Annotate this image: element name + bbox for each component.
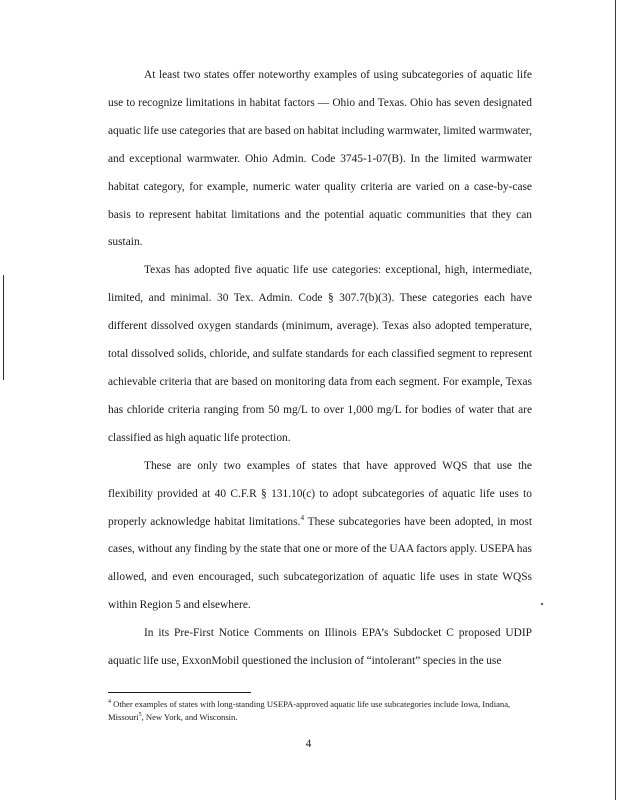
footnote-divider	[108, 692, 251, 693]
paragraph-subcategories	[108, 453, 532, 620]
scan-page-border	[615, 0, 616, 800]
scan-speck	[541, 603, 543, 605]
paragraph-subcategories-text-a: These are only two examples of states that have approved WQS that use the flexibility provided at 40 C.F.R § 131.10(c) to adopt subcategories of aquatic life uses to properly acknowledge habitat limitations.	[108, 459, 532, 528]
body-text	[108, 62, 532, 676]
paragraph-texas-categories: Texas has adopted five aquatic life use categories: exceptional, high, intermediate, limited, and minimal. 30 Tex. Admin. Code § 307.7(b)(3). These categories each have different dissolved oxygen standards (minimum, average). Texas also adopted temperature, total dissolved solids, chloride, and sulfate standards for each classified segment to represent achievable criteria that are based on monitoring data from each segment. For example, Texas has chloride criteria ranging from 50 mg/L to over 1,000 mg/L for bodies of water that are classified as high aquatic life protection.	[108, 264, 532, 444]
page-number: 4	[305, 738, 312, 750]
footnote-marker: 4	[108, 699, 111, 706]
footnote-text-b: , New York, and Wisconsin.	[141, 712, 238, 722]
paragraph-exxonmobil: In its Pre-First Notice Comments on Illinois EPA’s Subdocket C proposed UDIP aquatic life use, ExxonMobil questioned the inclusion of “intolerant” species in the use	[108, 627, 532, 668]
scan-edge-mark	[3, 275, 4, 380]
footnote-text-a: Other examples of states with long-standing USEPA-approved aquatic life use subcategories include Iowa, Indiana, Missouri	[108, 699, 511, 722]
footnote-reference: 4	[300, 512, 305, 522]
footnote-inner-reference: 5	[138, 712, 142, 719]
paragraph-subcategories-text-b: These subcategories have been adopted, in most cases, without any finding by the state that one or more of the UAA factors apply. USEPA has allowed, and even encouraged, such subcategorization of aquatic life uses in state WQSs within Region 5 and elsewhere.	[108, 515, 532, 612]
paragraph-ohio-texas: At least two states offer noteworthy examples of using subcategories of aquatic life use to recognize limitations in habitat factors — Ohio and Texas. Ohio has seven designated aquatic life use categories that are based on habitat including warmwater, limited warmwater, and exceptional warmwater. Ohio Admin. Code 3745-1-07(B). In the limited warmwater habitat category, for example, numeric water quality criteria are varied on a case-by-case basis to represent habitat limitations and the potential aquatic communities that they can sustain.	[108, 69, 532, 249]
footnote	[108, 698, 532, 724]
